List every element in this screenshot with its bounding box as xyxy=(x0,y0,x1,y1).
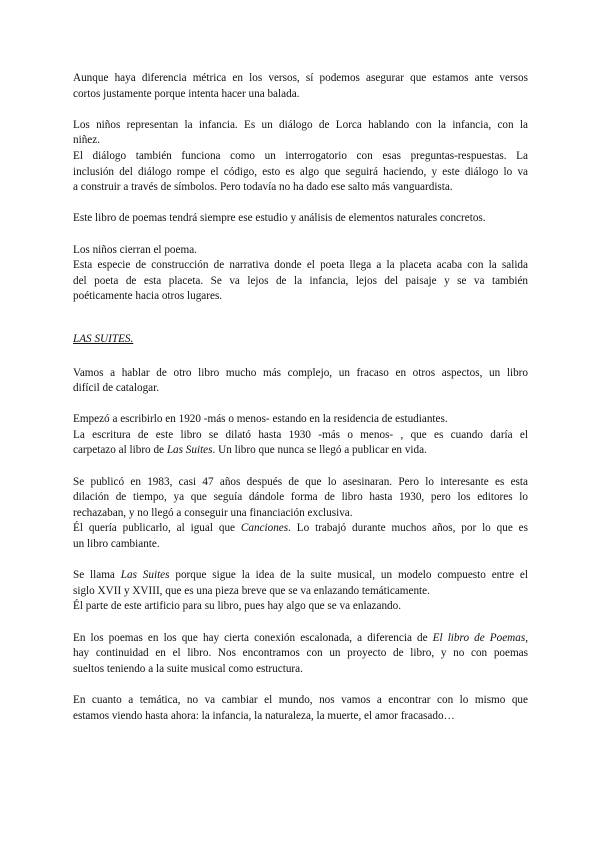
text-line: La escritura de este libro se dilató hasta 1930 -más o menos- , que es cuando daría el xyxy=(73,428,528,441)
text-line: Se publicó en 1983, casi 47 años después de que lo asesinaran. Pero lo interesante es esta xyxy=(73,475,528,488)
text-line: poéticamente hacia otros lugares. xyxy=(73,290,223,303)
paragraph-1 xyxy=(73,71,528,102)
text-line: rechazaban, y no llegó a conseguir una financiación exclusiva. xyxy=(73,506,353,519)
paragraph-5 xyxy=(73,366,528,397)
text-line: estamos viendo hasta ahora: la infancia, la naturaleza, la muerte, el amor fracasado… xyxy=(73,709,455,722)
text-line: siglo XVII y XVIII, que es una pieza breve que se va enlazando temáticamente. xyxy=(73,584,430,597)
paragraph-10 xyxy=(73,693,528,724)
text-line: Esta especie de construcción de narrativa donde el poeta llega a la placeta acaba con la salida xyxy=(73,259,528,272)
text-line: dilación de tiempo, ya que seguía dándole forma de libro hasta 1930, pero los editores lo xyxy=(73,491,528,504)
paragraph-3 xyxy=(73,211,528,227)
text-line: niñez. xyxy=(73,134,101,147)
text-span: . Lo trabajó durante muchos años, por lo que es xyxy=(288,522,528,535)
text-line: Él parte de este artificio para su libro, pues hay algo que se va enlazando. xyxy=(73,600,402,613)
text-line: El diálogo también funciona como un interrogatorio con esas preguntas-respuestas. La xyxy=(73,149,528,162)
text-line: un libro cambiante. xyxy=(73,538,160,551)
text-span: carpetazo al libro de xyxy=(73,444,167,457)
text-line: sueltos teniendo a la suite musical como estructura. xyxy=(73,662,303,675)
paragraph-9 xyxy=(73,631,528,678)
paragraph-4 xyxy=(73,243,528,305)
book-title: El libro de Poemas xyxy=(432,631,526,644)
paragraph-6 xyxy=(73,412,528,459)
book-title: Las Suites xyxy=(120,569,170,582)
text-line: cortos justamente porque intenta hacer una balada. xyxy=(73,87,300,100)
text-line: a construir a través de símbolos. Pero todavía no ha dado ese salto más vanguardista. xyxy=(73,181,453,194)
text-line: del poeta de esta placeta. Se va lejos de la infancia, lejos del paisaje y se va también xyxy=(73,274,528,287)
paragraph-8 xyxy=(73,568,528,615)
document-body xyxy=(73,71,528,740)
text-line xyxy=(73,568,528,584)
text-line: Empezó a escribirlo en 1920 -más o menos- estando en la residencia de estudiantes. xyxy=(73,413,448,426)
text-line xyxy=(73,521,528,537)
text-line: Los niños cierran el poema. xyxy=(73,243,197,256)
text-line: Aunque haya diferencia métrica en los versos, sí podemos asegurar que estamos ante versos xyxy=(73,72,528,84)
text-span: , xyxy=(525,631,528,644)
text-span: . Un libro que nunca se llegó a publicar en vida. xyxy=(212,444,427,457)
text-line: difícil de catalogar. xyxy=(73,382,160,395)
text-line: inclusión del diálogo rompe el código, esto es algo que seguirá haciendo, y este diálogo lo va xyxy=(73,165,528,178)
paragraph-7 xyxy=(73,475,528,553)
text-span: Él quería publicarlo, al igual que xyxy=(73,522,241,535)
text-span: porque sigue la idea de la suite musical, un modelo compuesto entre el xyxy=(169,569,528,582)
text-line xyxy=(73,443,528,459)
book-title: Canciones xyxy=(240,522,289,535)
paragraph-2 xyxy=(73,118,528,196)
text-line xyxy=(73,631,528,647)
text-line: Vamos a hablar de otro libro mucho más complejo, un fracaso en otros aspectos, un libro xyxy=(73,366,528,379)
text-line: Los niños representan la infancia. Es un diálogo de Lorca hablando con la infancia, con la xyxy=(73,118,528,131)
text-line: En cuanto a temática, no va cambiar el mundo, nos vamos a encontrar con lo mismo que xyxy=(73,693,528,706)
book-title: Las Suites xyxy=(166,444,213,457)
section-heading: LAS SUITES. xyxy=(73,332,134,345)
text-span: Se llama xyxy=(73,569,121,582)
text-span: En los poemas en los que hay cierta conexión escalonada, a diferencia de xyxy=(73,631,433,644)
text-line: Este libro de poemas tendrá siempre ese estudio y análisis de elementos naturales concretos. xyxy=(73,212,486,225)
text-line: hay continuidad en el libro. Nos encontramos con un proyecto de libro, y no con poemas xyxy=(73,647,528,660)
